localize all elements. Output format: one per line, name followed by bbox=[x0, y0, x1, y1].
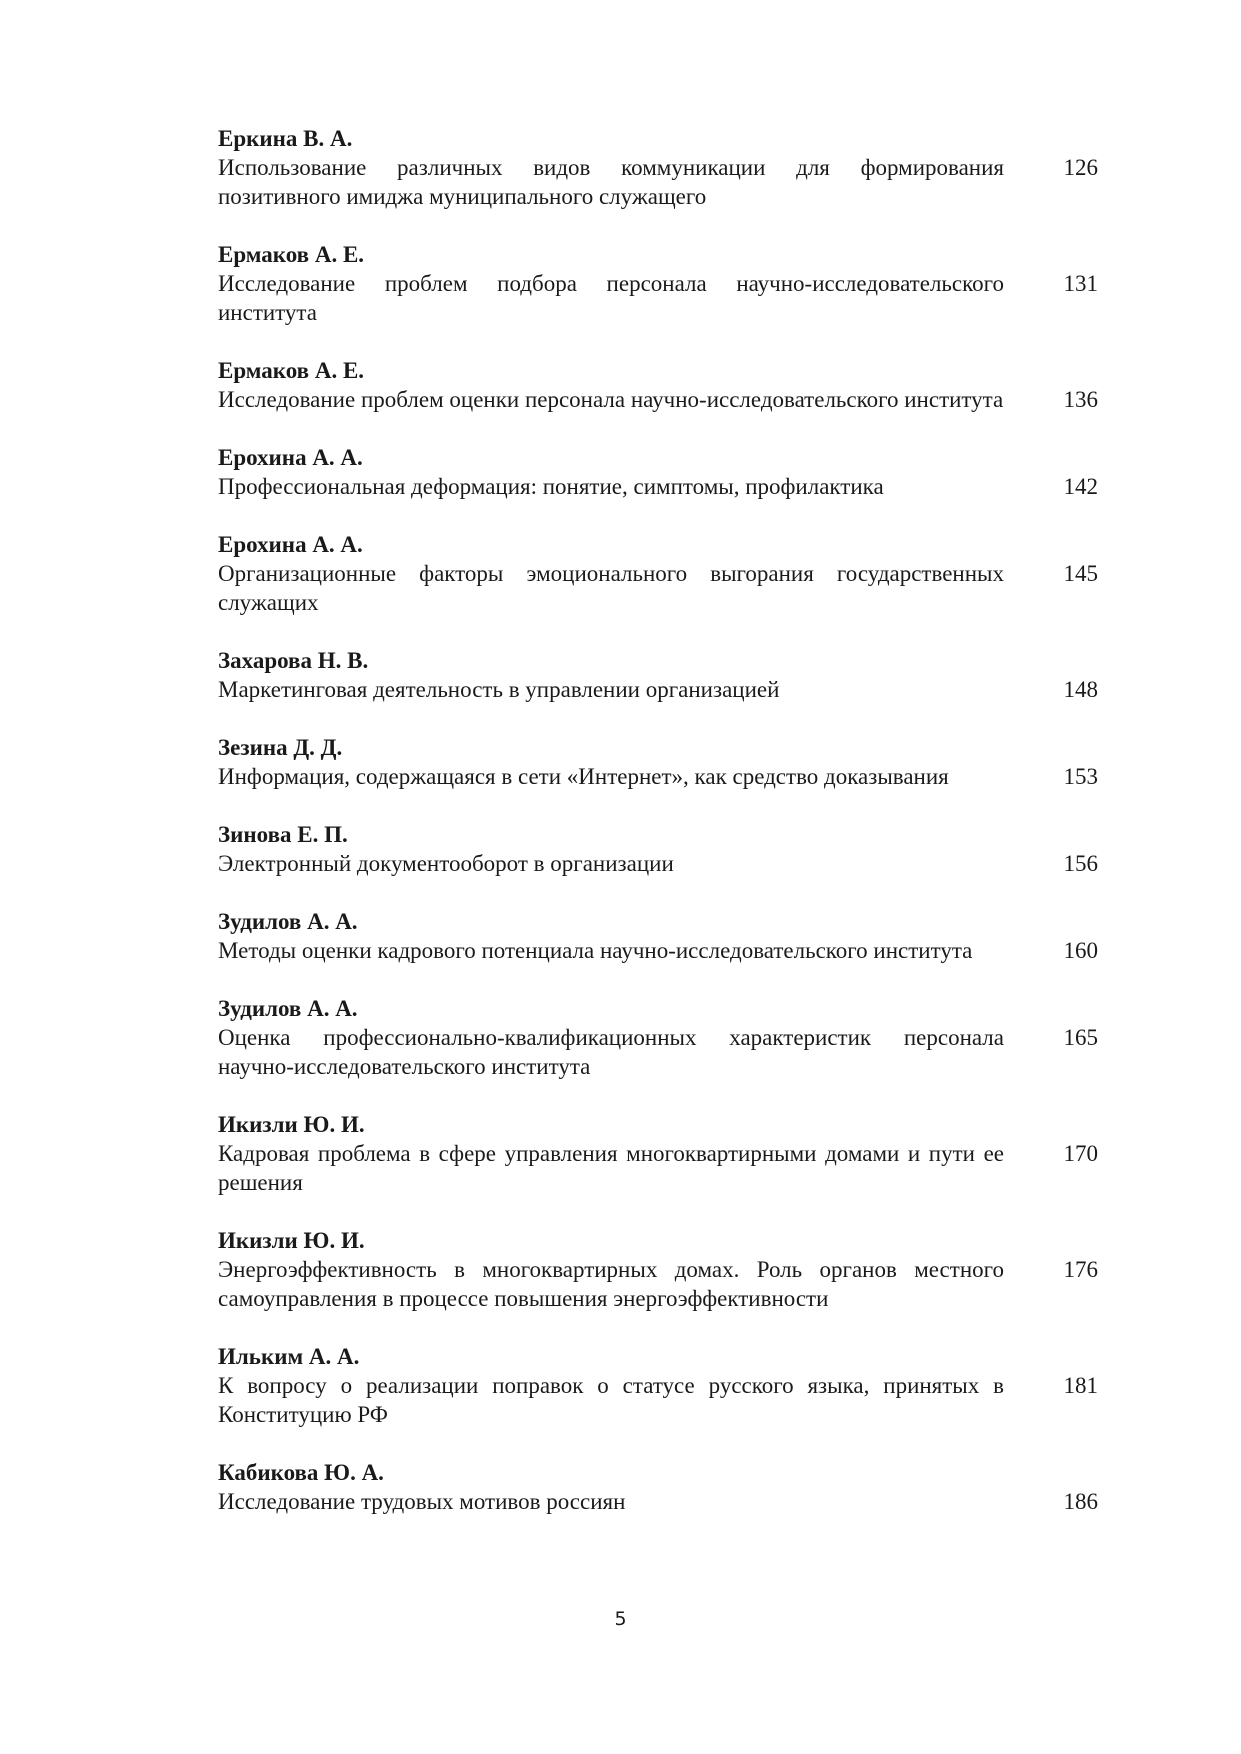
entry-page-number: 176 bbox=[1063, 1257, 1098, 1282]
entry-row bbox=[218, 1023, 1098, 1081]
entry-author: Ермаков А. Е. bbox=[218, 242, 365, 267]
table-of-contents bbox=[218, 124, 1098, 1545]
entry-author: Икизли Ю. И. bbox=[218, 1112, 365, 1137]
entry-author: Зезина Д. Д. bbox=[218, 735, 343, 760]
entry-row bbox=[218, 762, 1098, 791]
toc-entry bbox=[218, 994, 1098, 1081]
entry-author: Зудилов А. А. bbox=[218, 909, 358, 934]
entry-page-number: 181 bbox=[1063, 1373, 1098, 1398]
entry-page-number: 148 bbox=[1063, 677, 1098, 702]
entry-author: Кабикова Ю. А. bbox=[218, 1460, 384, 1485]
entry-title: Электронный документооборот в организации bbox=[218, 851, 674, 876]
entry-author: Ильким А. А. bbox=[218, 1344, 360, 1369]
entry-page-number: 153 bbox=[1063, 764, 1098, 789]
toc-entry bbox=[218, 733, 1098, 791]
entry-page-number: 145 bbox=[1063, 561, 1098, 586]
entry-page-number: 165 bbox=[1063, 1025, 1098, 1050]
entry-page-number: 156 bbox=[1063, 851, 1098, 876]
entry-author: Еркина В. А. bbox=[218, 126, 353, 151]
entry-row bbox=[218, 1139, 1098, 1197]
toc-entry bbox=[218, 1110, 1098, 1197]
entry-author: Зинова Е. П. bbox=[218, 822, 348, 847]
entry-page-number: 136 bbox=[1063, 387, 1098, 412]
entry-title: Исследование трудовых мотивов россиян bbox=[218, 1489, 626, 1514]
entry-row bbox=[218, 1487, 1098, 1516]
entry-title: Кадровая проблема в сфере управления многоквартирными домами и пути ее решения bbox=[218, 1141, 1004, 1195]
entry-row bbox=[218, 1255, 1098, 1313]
page-number-footer: 5 bbox=[614, 1608, 627, 1630]
entry-author: Ермаков А. Е. bbox=[218, 358, 365, 383]
entry-title: Оценка профессионально-квалификационных характеристик персонала научно-исследовательского института bbox=[218, 1025, 1004, 1079]
toc-entry bbox=[218, 1458, 1098, 1516]
toc-entry bbox=[218, 124, 1098, 211]
entry-author: Захарова Н. В. bbox=[218, 648, 369, 673]
entry-author: Зудилов А. А. bbox=[218, 996, 358, 1021]
entry-title: Исследование проблем подбора персонала научно-исследовательского института bbox=[218, 271, 1004, 325]
toc-entry bbox=[218, 1226, 1098, 1313]
entry-row bbox=[218, 269, 1098, 327]
entry-title: Методы оценки кадрового потенциала научно-исследовательского института bbox=[218, 938, 973, 963]
entry-row bbox=[218, 559, 1098, 617]
toc-entry bbox=[218, 646, 1098, 704]
entry-page-number: 131 bbox=[1063, 271, 1098, 296]
entry-author: Ерохина А. А. bbox=[218, 445, 363, 470]
toc-entry bbox=[218, 356, 1098, 414]
entry-row bbox=[218, 675, 1098, 704]
toc-entry bbox=[218, 530, 1098, 617]
toc-entry bbox=[218, 1342, 1098, 1429]
entry-author: Икизли Ю. И. bbox=[218, 1228, 365, 1253]
entry-title: Использование различных видов коммуникации для формирования позитивного имиджа муниципального служащего bbox=[218, 155, 1004, 209]
entry-title: Профессиональная деформация: понятие, симптомы, профилактика bbox=[218, 474, 884, 499]
toc-entry bbox=[218, 443, 1098, 501]
entry-title: Исследование проблем оценки персонала научно-исследовательского института bbox=[218, 387, 1004, 412]
entry-row bbox=[218, 1371, 1098, 1429]
entry-row bbox=[218, 936, 1098, 965]
entry-page-number: 142 bbox=[1063, 474, 1098, 499]
toc-entry bbox=[218, 907, 1098, 965]
toc-entry bbox=[218, 240, 1098, 327]
entry-title: Маркетинговая деятельность в управлении организацией bbox=[218, 677, 780, 702]
entry-row bbox=[218, 385, 1098, 414]
entry-page-number: 126 bbox=[1063, 155, 1098, 180]
entry-row bbox=[218, 472, 1098, 501]
entry-title: Информация, содержащаяся в сети «Интернет», как средство доказывания bbox=[218, 764, 949, 789]
entry-row bbox=[218, 849, 1098, 878]
entry-title: К вопросу о реализации поправок о статусе русского языка, принятых в Конституцию РФ bbox=[218, 1373, 1004, 1427]
entry-page-number: 170 bbox=[1063, 1141, 1098, 1166]
entry-row bbox=[218, 153, 1098, 211]
entry-author: Ерохина А. А. bbox=[218, 532, 363, 557]
entry-page-number: 160 bbox=[1063, 938, 1098, 963]
toc-entry bbox=[218, 820, 1098, 878]
entry-page-number: 186 bbox=[1063, 1489, 1098, 1514]
entry-title: Организационные факторы эмоционального выгорания государственных служащих bbox=[218, 561, 1004, 615]
entry-title: Энергоэффективность в многоквартирных домах. Роль органов местного самоуправления в процессе повышения энергоэффективности bbox=[218, 1257, 1004, 1311]
